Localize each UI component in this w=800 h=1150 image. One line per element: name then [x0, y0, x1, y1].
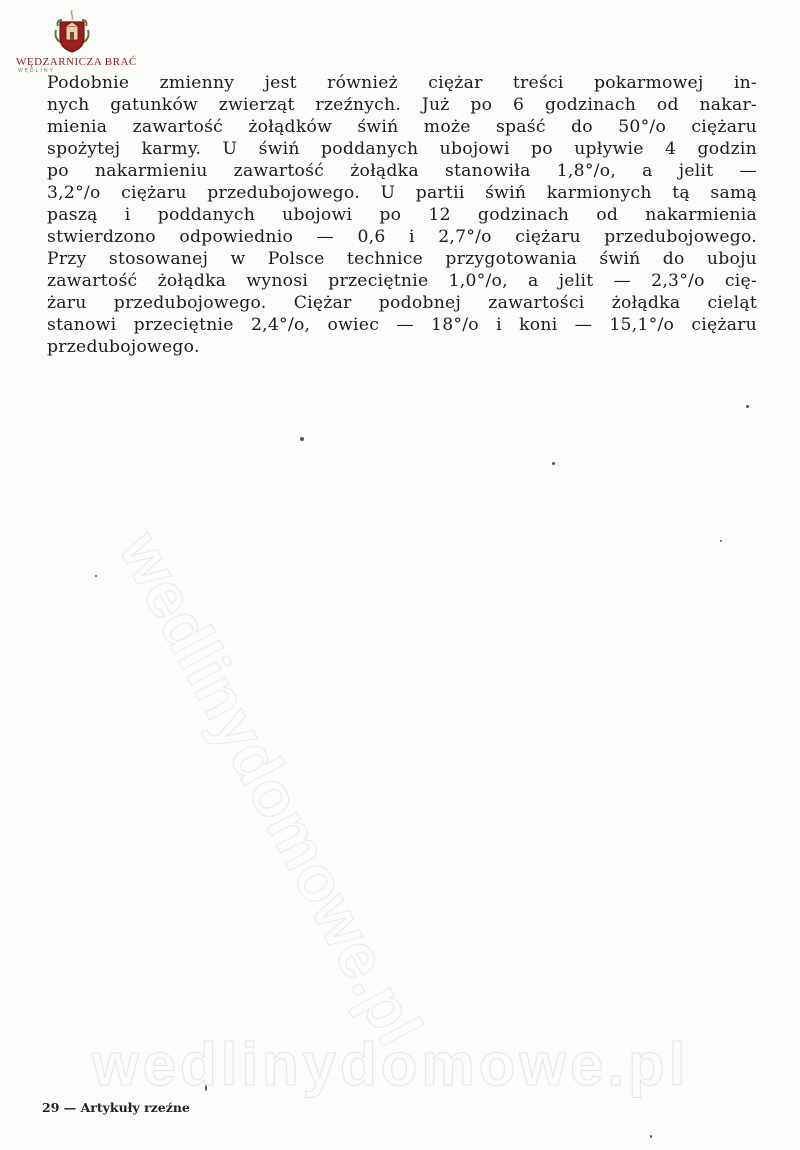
scan-speck — [720, 540, 722, 542]
diagonal-watermark: wedlinydomowe.pl — [105, 520, 437, 1057]
text-line: przedubojowego. — [47, 337, 200, 357]
text-line: paszą i poddanych ubojowi po 12 godzinach od nakarmienia — [47, 205, 757, 225]
scan-speck — [95, 575, 97, 577]
smokehouse-crest-icon — [52, 8, 92, 54]
text-line: zawartość żołądka wynosi przeciętnie 1,0°/o, a jelit — 2,3°/o cię- — [47, 271, 757, 291]
text-line: 3,2°/o ciężaru przedubojowego. U partii świń karmionych tą samą — [47, 183, 757, 203]
scan-speck — [205, 1085, 207, 1091]
text-line: Podobnie zmienny jest również ciężar treści pokarmowej in- — [47, 73, 757, 93]
scan-speck — [746, 405, 749, 408]
scan-speck — [552, 462, 555, 465]
logo-subtitle: WĘDLINY — [18, 68, 55, 74]
text-line: spożytej karmy. U świń poddanych ubojowi po upływie 4 godzin — [47, 139, 757, 159]
text-line: stwierdzono odpowiednio — 0,6 i 2,7°/o ciężaru przedubojowego. — [47, 227, 757, 247]
scan-speck — [650, 1135, 652, 1138]
scan-speck — [300, 437, 304, 441]
page-body-text — [47, 72, 757, 358]
page-footer: 29 — Artykuły rzeźne — [42, 1100, 190, 1115]
text-line: mienia zawartość żołądków świń może spaść do 50°/o ciężaru — [47, 117, 757, 137]
text-line: nych gatunków zwierząt rzeźnych. Już po 6 godzinach od nakar- — [47, 95, 757, 115]
bottom-watermark: wedlinydomowe.pl — [92, 1031, 690, 1098]
text-line: Przy stosowanej w Polsce technice przygotowania świń do uboju — [47, 249, 757, 269]
logo-name: WĘDZARNICZA BRAĆ — [16, 56, 137, 68]
text-line: po nakarmieniu zawartość żołądka stanowiła 1,8°/o, a jelit — — [47, 161, 757, 181]
text-line: żaru przedubojowego. Ciężar podobnej zawartości żołądka cieląt — [47, 293, 757, 313]
text-line: stanowi przeciętnie 2,4°/o, owiec — 18°/o i koni — 15,1°/o ciężaru — [47, 315, 757, 335]
